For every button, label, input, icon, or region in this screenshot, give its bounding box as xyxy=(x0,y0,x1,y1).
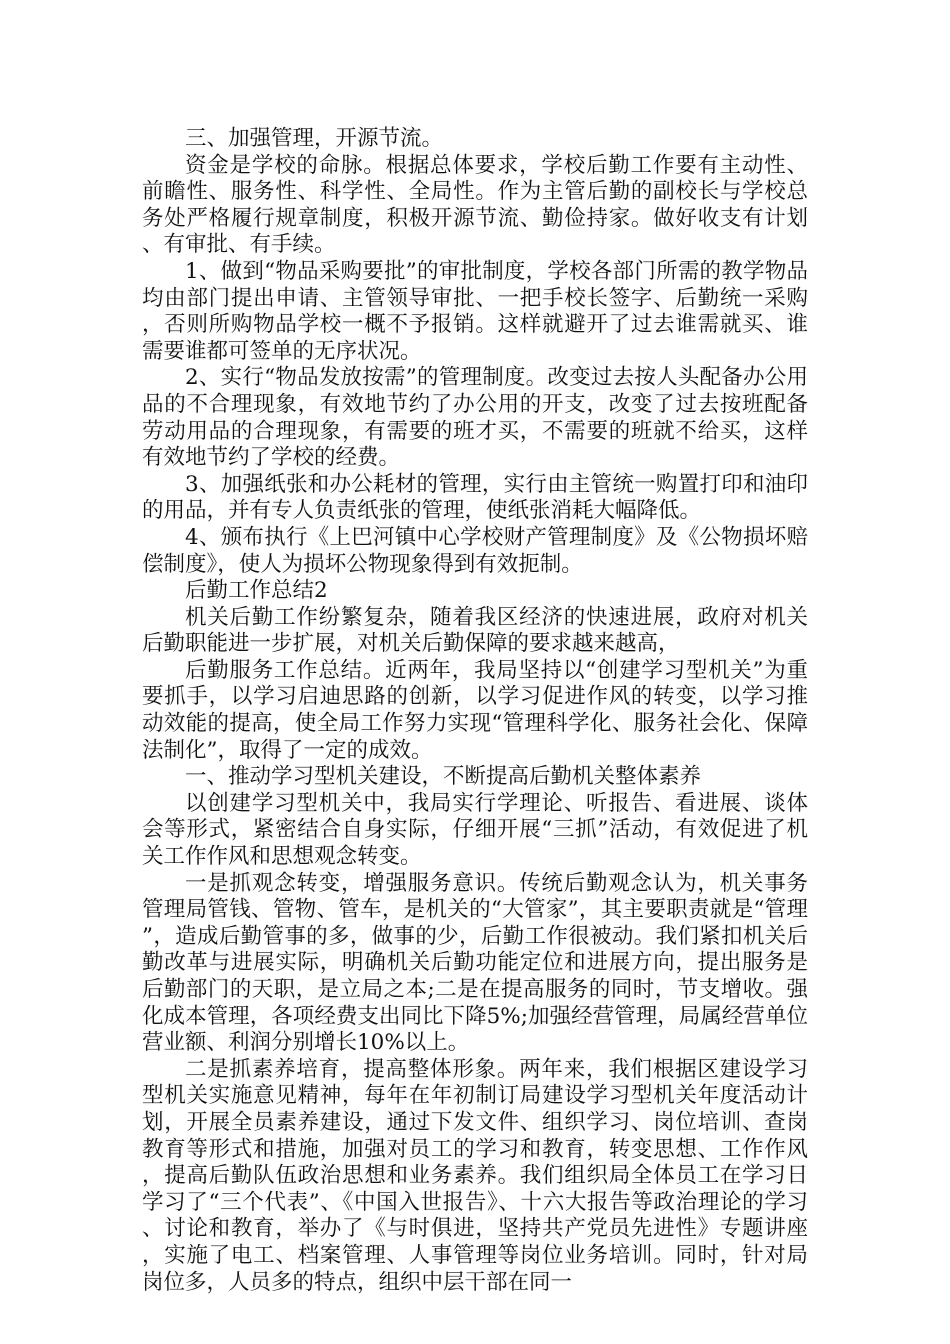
paragraph-item-1: 1、做到“物品采购要批”的审批制度，学校各部门所需的教学物品均由部门提出申请、主管领导审批、一把手校长签字、后勤统一采购，否则所购物品学校一概不予报销。这样就避开了过去谁需就买、谁需要谁都可签单的无序状况。 xyxy=(142,258,808,364)
section-title-summary-2: 后勤工作总结2 xyxy=(185,578,328,604)
paragraph-item-3: 3、加强纸张和办公耗材的管理，实行由主管统一购置打印和油印的用品，并有专人负责纸张的管理，使纸张消耗大幅降低。 xyxy=(142,471,808,524)
section-heading-1: 一、推动学习型机关建设，不断提高后勤机关整体素养 xyxy=(185,764,702,790)
paragraph-learning: 以创建学习型机关中，我局实行学理论、听报告、看进展、谈体会等形式，紧密结合自身实际，仔细开展“三抓”活动，有效促进了机关工作作风和思想观念转变。 xyxy=(142,790,808,870)
paragraph-item-4: 4、颁布执行《上巴河镇中心学校财产管理制度》及《公物损坏赔偿制度》，使人为损坏公物现象得到有效扼制。 xyxy=(142,524,808,577)
section-heading-3: 三、加强管理，开源节流。 xyxy=(185,126,444,151)
paragraph-point-one: 一是抓观念转变，增强服务意识。传统后勤观念认为，机关事务管理局管钱、管物、管车，是机关的“大管家”，其主要职责就是“管理”，造成后勤管事的多，做事的少，后勤工作很被动。我们紧扣机关后勤改革与进展实际，明确机关后勤功能定位和进展方向，提出服务是后勤部门的天职，是立局之本;二是在提高服务的同时，节支增收。强化成本管理，各项经费支出同比下降5%;加强经营管理，局属经营单位营业额、利润分别增长10%以上。 xyxy=(142,870,808,1056)
paragraph-intro: 机关后勤工作纷繁复杂，随着我区经济的快速进展，政府对机关后勤职能进一步扩展，对机关后勤保障的要求越来越高， xyxy=(142,604,808,657)
paragraph-funding: 资金是学校的命脉。根据总体要求，学校后勤工作要有主动性、前瞻性、服务性、科学性、全局性。作为主管后勤的副校长与学校总务处严格履行规章制度，积极开源节流、勤俭持家。做好收支有计划、有审批、有手续。 xyxy=(142,152,808,258)
paragraph-point-two: 二是抓素养培育，提高整体形象。两年来，我们根据区建设学习型机关实施意见精神，每年在年初制订局建设学习型机关年度活动计划，开展全员素养建设，通过下发文件、组织学习、岗位培训、查岗教育等形式和措施，加强对员工的学习和教育，转变思想、工作作风，提高后勤队伍政治思想和业务素养。我们组织局全体员工在学习日学习了“三个代表”、《中国入世报告》、十六大报告等政治理论的学习、讨论和教育，举办了《与时俱进，坚持共产党员先进性》专题讲座，实施了电工、档案管理、人事管理等岗位业务培训。同时，针对局岗位多，人员多的特点，组织中层干部在同一 xyxy=(142,1056,808,1295)
paragraph-overview: 后勤服务工作总结。近两年，我局坚持以“创建学习型机关”为重要抓手，以学习启迪思路的创新，以学习促进作风的转变，以学习推动效能的提高，使全局工作努力实现“管理科学化、服务社会化、保障法制化”，取得了一定的成效。 xyxy=(142,657,808,763)
paragraph-item-2: 2、实行“物品发放按需”的管理制度。改变过去按人头配备办公用品的不合理现象，有效地节约了办公用的开支，改变了过去按班配备劳动用品的合理现象，有需要的班才买，不需要的班就不给买，这样有效地节约了学校的经费。 xyxy=(142,365,808,471)
document-page xyxy=(142,126,808,1296)
